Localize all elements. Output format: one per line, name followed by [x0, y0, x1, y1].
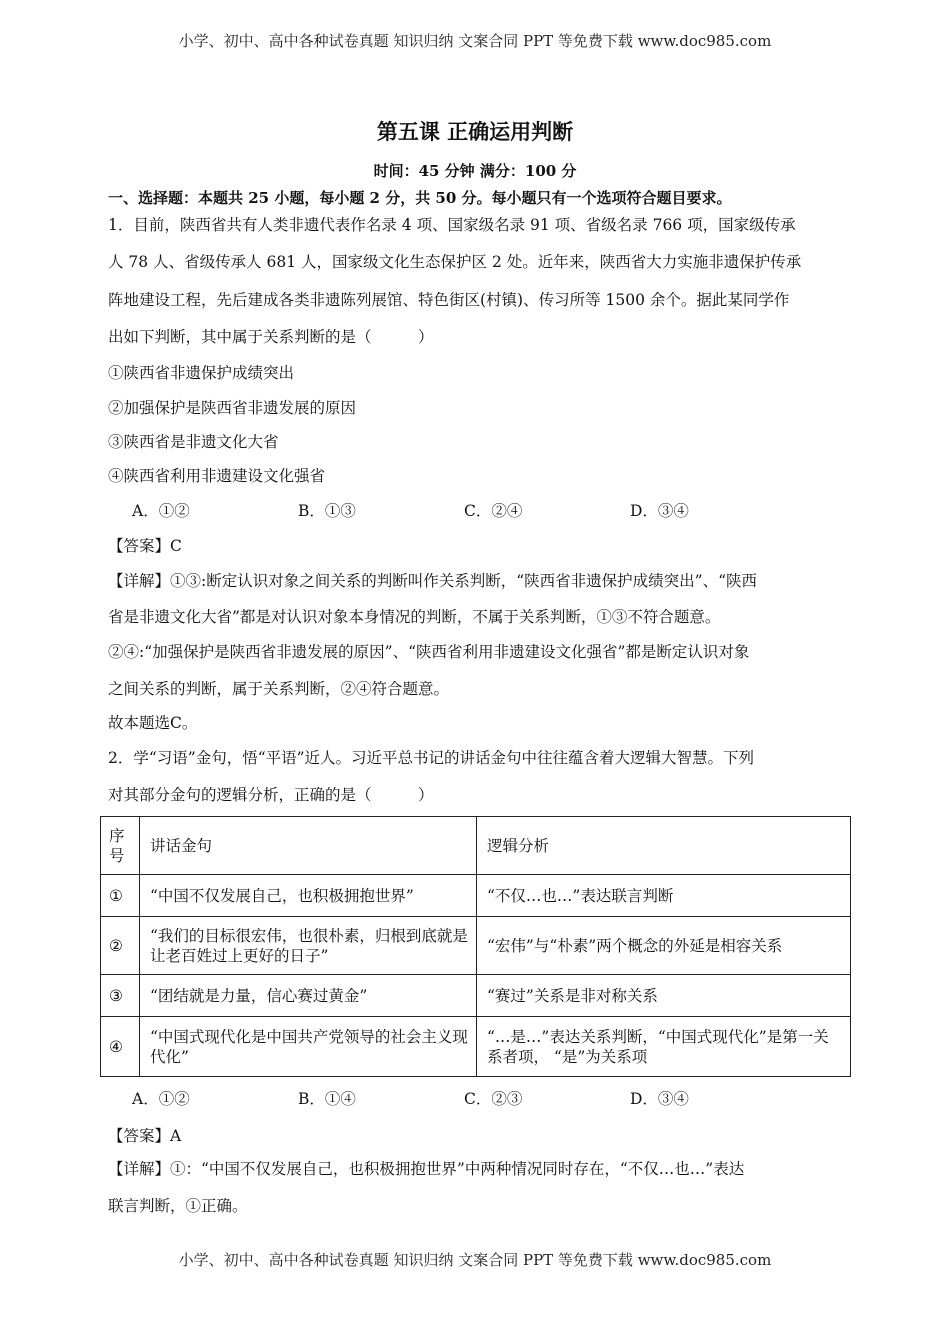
table-header-cell: 讲话金句 — [140, 817, 477, 875]
table-header-row — [101, 817, 851, 875]
table-cell: “不仅…也…”表达联言判断 — [477, 875, 851, 917]
q1-option-b[interactable]: B．①③ — [298, 502, 356, 520]
table-cell: “中国不仅发展自己，也积极拥抱世界” — [140, 875, 477, 917]
q2-stem-line: 2．学“习语”金句，悟“平语”近人。习近平总书记的讲话金句中往往蕴含着大逻辑大智慧。下列 — [108, 749, 755, 767]
q1-stem-line: 人 78 人、省级传承人 681 人，国家级文化生态保护区 2 处。近年来，陕西省大力实施非遗保护传承 — [108, 253, 802, 271]
q1-stem-line: 1．目前，陕西省共有人类非遗代表作名录 4 项、国家级名录 91 项、省级名录 766 项，国家级传承 — [108, 216, 796, 234]
q1-options — [132, 499, 852, 521]
q1-stem-line: 阵地建设工程，先后建成各类非遗陈列展馆、特色街区(村镇)、传习所等 1500 余个。据此某同学作 — [108, 291, 790, 309]
q2-explanation-line: 【详解】①：“中国不仅发展自己，也积极拥抱世界”中两种情况同时存在，“不仅…也…”表达 — [108, 1160, 745, 1178]
table-cell: “我们的目标很宏伟，也很朴素，归根到底就是让老百姓过上更好的日子” — [140, 917, 477, 975]
table-cell: “团结就是力量，信心赛过黄金” — [140, 975, 477, 1017]
q2-option-d[interactable]: D．③④ — [630, 1090, 689, 1108]
table-cell: “赛过”关系是非对称关系 — [477, 975, 851, 1017]
q1-stem-line: 出如下判断，其中属于关系判断的是（ ） — [108, 328, 434, 346]
q1-explanation-line: 省是非遗文化大省”都是对认识对象本身情况的判断，不属于关系判断，①③不符合题意。 — [108, 608, 721, 626]
table-cell: ③ — [101, 975, 140, 1017]
section-heading: 一、选择题：本题共 25 小题，每小题 2 分，共 50 分。每小题只有一个选项符合题目要求。 — [108, 189, 732, 207]
q1-item: ①陕西省非遗保护成绩突出 — [108, 364, 295, 382]
table-cell: ④ — [101, 1017, 140, 1077]
q2-stem-line: 对其部分金句的逻辑分析，正确的是（ ） — [108, 786, 434, 804]
table-row — [101, 875, 851, 917]
q2-analysis-table — [100, 816, 851, 1077]
table-cell: “…是…”表达关系判断，“中国式现代化”是第一关系者项， “是”为关系项 — [477, 1017, 851, 1077]
q1-explanation-line: 故本题选C。 — [108, 714, 198, 732]
q1-item: ④陕西省利用非遗建设文化强省 — [108, 467, 326, 485]
table-row — [101, 917, 851, 975]
q2-option-c[interactable]: C．②③ — [464, 1090, 523, 1108]
q1-item: ③陕西省是非遗文化大省 — [108, 433, 279, 451]
table-header-cell: 逻辑分析 — [477, 817, 851, 875]
footer-banner: 小学、初中、高中各种试卷真题 知识归纳 文案合同 PPT 等免费下载 www.doc985.com — [178, 1251, 772, 1269]
table-cell: ① — [101, 875, 140, 917]
table-cell: “宏伟”与“朴素”两个概念的外延是相容关系 — [477, 917, 851, 975]
table-cell: ② — [101, 917, 140, 975]
q1-option-a[interactable]: A．①② — [132, 502, 190, 520]
q2-explanation-line: 联言判断，①正确。 — [108, 1197, 248, 1215]
q1-item: ②加强保护是陕西省非遗发展的原因 — [108, 399, 357, 417]
q1-answer: 【答案】C — [108, 537, 182, 555]
q1-explanation-line: 【详解】①③:断定认识对象之间关系的判断叫作关系判断，“陕西省非遗保护成绩突出”、“陕西 — [108, 572, 757, 590]
page-subtitle: 时间：45 分钟 满分：100 分 — [373, 162, 577, 180]
q1-explanation-line: ②④:“加强保护是陕西省非遗发展的原因”、“陕西省利用非遗建设文化强省”都是断定认识对象 — [108, 643, 750, 661]
q2-options — [132, 1087, 852, 1109]
q1-explanation-line: 之间关系的判断，属于关系判断，②④符合题意。 — [108, 680, 450, 698]
header-banner: 小学、初中、高中各种试卷真题 知识归纳 文案合同 PPT 等免费下载 www.doc985.com — [178, 32, 772, 50]
table-row — [101, 1017, 851, 1077]
q2-answer: 【答案】A — [108, 1127, 182, 1145]
page-title: 第五课 正确运用判断 — [376, 119, 574, 144]
table-cell: “中国式现代化是中国共产党领导的社会主义现代化” — [140, 1017, 477, 1077]
table-header-cell: 序号 — [101, 817, 140, 875]
table-row — [101, 975, 851, 1017]
q1-option-d[interactable]: D．③④ — [630, 502, 689, 520]
q1-option-c[interactable]: C．②④ — [464, 502, 523, 520]
q2-option-b[interactable]: B．①④ — [298, 1090, 356, 1108]
q2-option-a[interactable]: A．①② — [132, 1090, 190, 1108]
